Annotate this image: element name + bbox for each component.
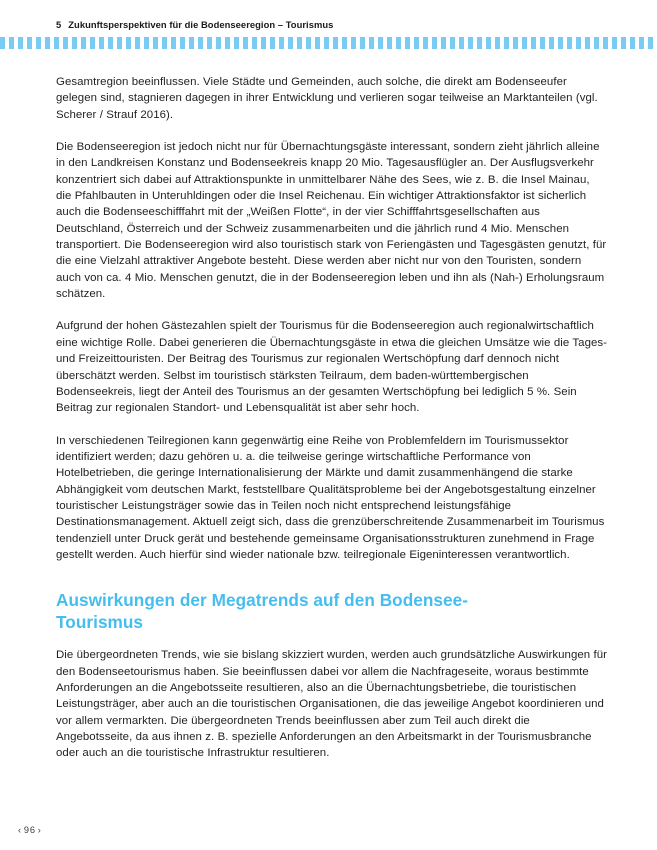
- running-head-title: Zukunftsperspektiven für die Bodenseeregion – Tourismus: [68, 19, 334, 30]
- next-page-arrow[interactable]: ›: [37, 825, 42, 835]
- section-heading: Auswirkungen der Megatrends auf den Bodensee-Tourismus: [56, 590, 469, 632]
- text-column: [56, 74, 608, 778]
- page-number: 96: [23, 825, 36, 835]
- page-folio: [18, 825, 42, 835]
- decorative-dashed-rule: [0, 37, 657, 49]
- chapter-number: 5: [56, 19, 62, 30]
- paragraph: Aufgrund der hohen Gästezahlen spielt der Tourismus für die Bodenseeregion auch regionalwirtschaftlich eine wichtige Rolle. Dabei generieren die Übernachtungsgäste in etwa die gleichen Umsätze wie die Tages- und Freizeittouristen. Der Beitrag des Tourismus zur regionalen Wertschöpfung darf dennoch nicht überschätzt werden. Selbst im touristisch stärksten Teilraum, dem baden-württembergischen Bodenseekreis, liegt der Anteil des Tourismus an der gesamten Wertschöpfung bei lediglich 5 %. Sein Beitrag zur regionalen Standort- und Lebensqualität ist aber sehr hoch.: [56, 320, 608, 415]
- paragraph: Die übergeordneten Trends, wie sie bislang skizziert wurden, werden auch grundsätzliche Auswirkungen für den Bodenseetourismus haben. Sie beeinflussen dabei vor allem die Nachfrageseite, woraus bestimmte Anforderungen an die Angebotsseite resultieren, also an die Übernachtungsbetriebe, die touristischen Leistungsträger, aber auch an die touristischen Organisationen, die das jeweilige Angebot koordinieren und vor allem vermarkten. Die übergeordneten Trends beeinflussen aber zum Teil auch direkt die Angebotsseite, da aus ihnen z. B. spezielle Anforderungen an den Arbeitsmarkt in der Tourismusbranche oder auch an die touristische Infrastruktur resultieren.: [56, 649, 607, 760]
- running-head: [56, 19, 333, 30]
- paragraph: Gesamtregion beeinflussen. Viele Städte und Gemeinden, auch solche, die direkt am Bodenseeufer gelegen sind, stagnieren dagegen in ihrer Entwicklung und verlieren sogar teilweise an Marktanteilen (vgl. Scherer / Strauf 2016).: [56, 76, 598, 121]
- paragraph: Die Bodenseeregion ist jedoch nicht nur für Übernachtungsgäste interessant, sondern zieht jährlich alleine in den Landkreisen Konstanz und Bodenseekreis knapp 20 Mio. Tagesausflügler an. Der Ausflugsverkehr konzentriert sich dabei auf Attraktionspunkte in unmittelbarer Nähe des Sees, wie z. B. die Insel Mainau, die Pfahlbauten in Unteruhldingen oder die Insel Reichenau. Ein wichtiger Attraktionsfaktor ist sicherlich auch die Bodenseeschifffahrt mit der „Weißen Flotte“, in der vier Schifffahrtsgesellschaften aus Deutschland, Österreich und der Schweiz zusammenarbeiten und die jährlich rund 4 Mio. Menschen transportiert. Die Bodenseeregion wird also touristisch stark von Feriengästen und Tagesgästen genutzt, für die eine Vielzahl attraktiver Angebote besteht. Diese werden aber nicht nur von den Touristen, sondern auch von ca. 4 Mio. Menschen genutzt, die in der Bodenseeregion leben und ihn als (Nah-) Erholungsraum schätzen.: [56, 141, 607, 301]
- prev-page-arrow[interactable]: ‹: [18, 825, 22, 835]
- paragraph: In verschiedenen Teilregionen kann gegenwärtig eine Reihe von Problemfeldern im Tourismussektor identifiziert werden; dazu gehören u. a. die teilweise geringe wirtschaftliche Performance von Hotelbetrieben, die geringe Internationalisierung der Märkte und damit zusammenhängend die starke Abhängigkeit vom deutschen Markt, feststellbare Qualitätsprobleme bei der Angebotsgestaltung einzelner touristischer Leistungsträger sowie das in Teilen noch nicht entsprechend leistungsfähige Destinationsmanagement. Aktuell zeigt sich, dass die grenzüberschreitende Zusammenarbeit im Tourismus tendenziell unter Druck gerät und bestehende gemeinsame Organisationsstrukturen zunehmend in Frage gestellt werden. Auch hierfür sind wieder nationale bzw. teilregionale Eigeninteressen verantwortlich.: [56, 434, 605, 561]
